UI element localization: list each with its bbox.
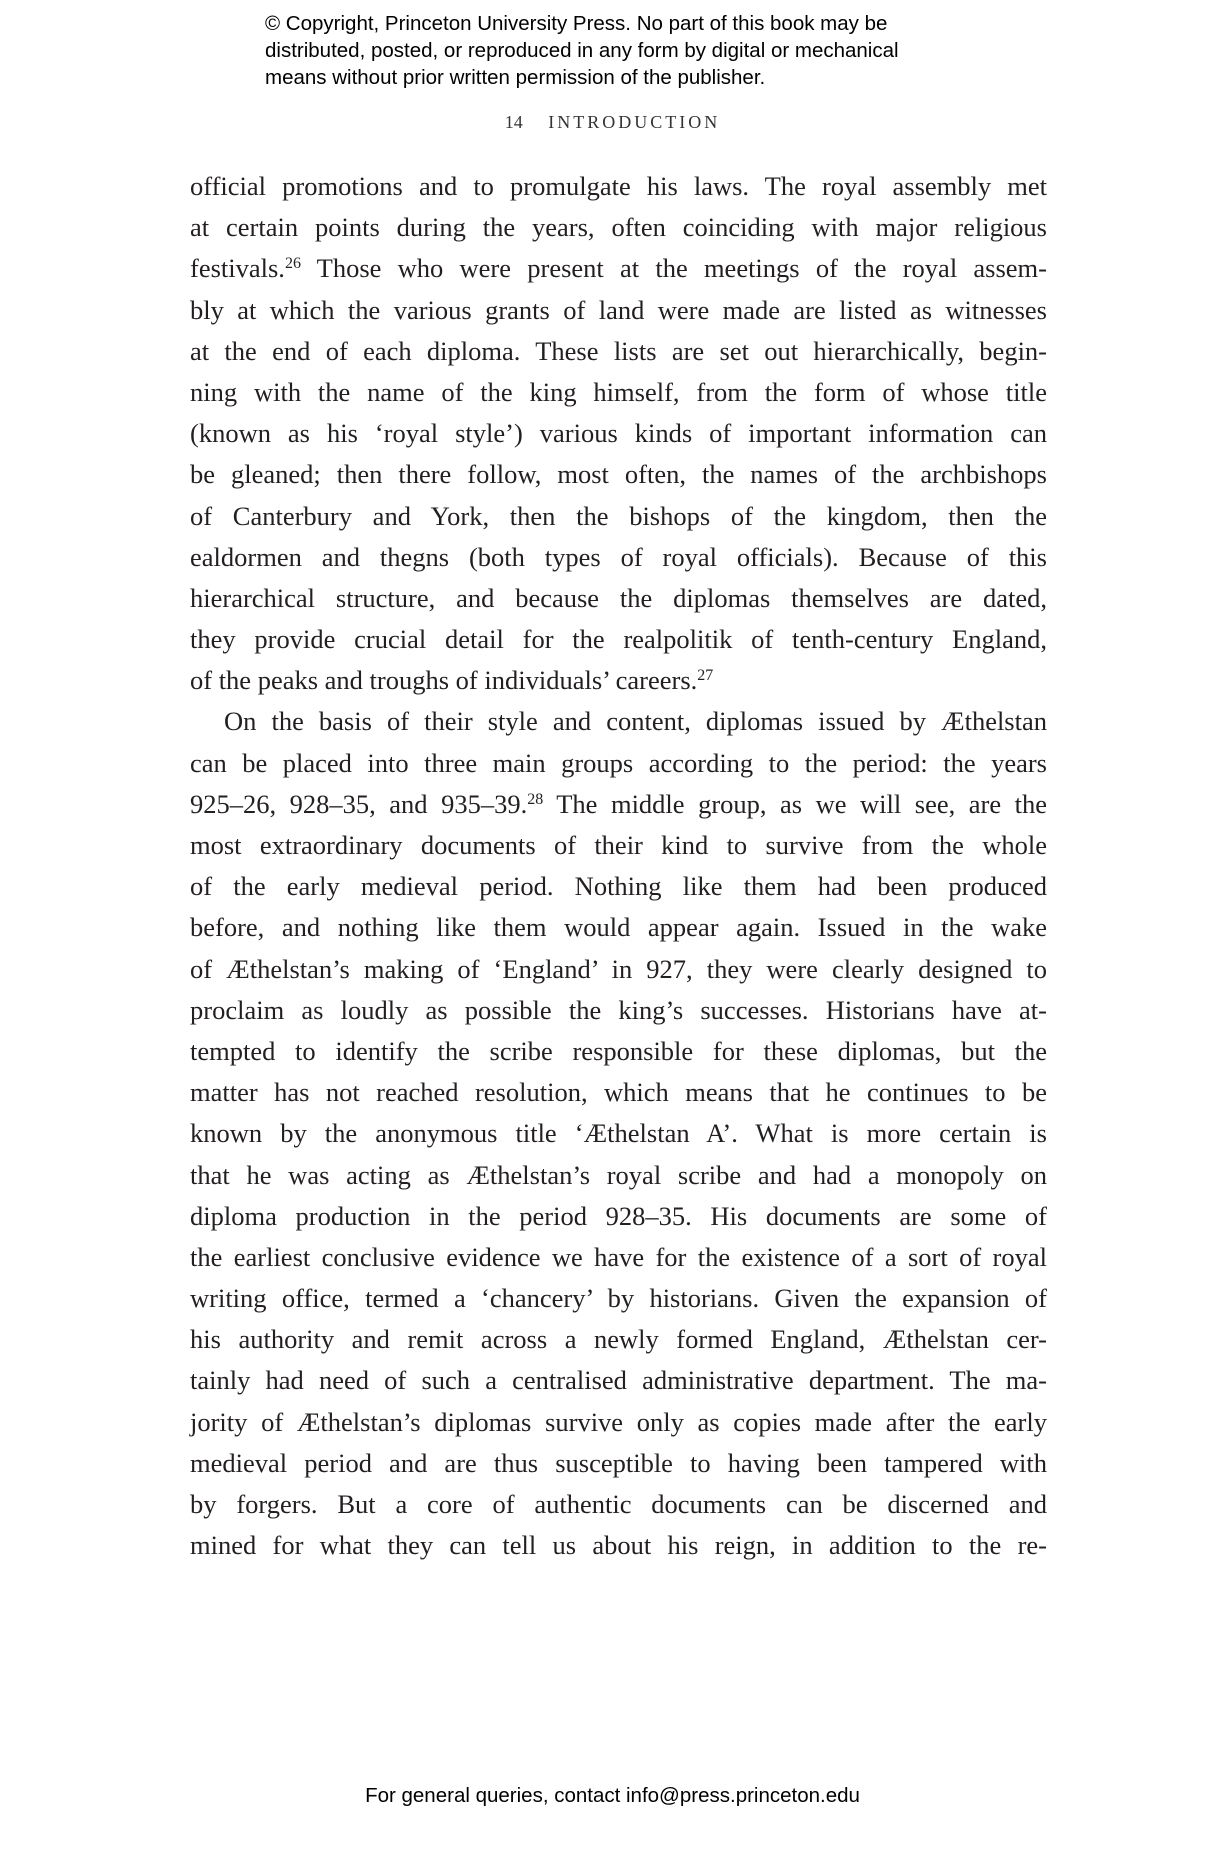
text-line <box>190 207 1047 248</box>
text-segment: proclaim as loudly as possible the king’s successes. Historians have at- <box>190 994 1047 1025</box>
text-line <box>190 166 1047 207</box>
text-segment: The middle group, as we will see, are the <box>543 788 1048 819</box>
chapter-title: INTRODUCTION <box>548 112 721 132</box>
text-segment: known by the anonymous title ‘Æthelstan A’. What is more certain is <box>190 1118 1047 1149</box>
text-line <box>190 1402 1047 1443</box>
text-segment: On the basis of their style and content, diplomas issued by Æthelstan <box>224 706 1047 737</box>
text-segment: that he was acting as Æthelstan’s royal scribe and had a monopoly on <box>190 1159 1047 1190</box>
text-segment: festivals. <box>190 253 285 284</box>
text-segment: ning with the name of the king himself, from the form of whose title <box>190 376 1047 407</box>
text-segment: matter has not reached resolution, which means that he continues to be <box>190 1077 1047 1108</box>
text-line <box>190 290 1047 331</box>
text-segment: most extraordinary documents of their kind to survive from the whole <box>190 830 1047 860</box>
text-line <box>190 248 1047 289</box>
text-segment: of Æthelstan’s making of ‘England’ in 927, they were clearly designed to <box>190 953 1047 984</box>
footnote-ref: 28 <box>527 790 544 808</box>
text-segment: the earliest conclusive evidence we have for the existence of a sort of royal <box>190 1241 1047 1272</box>
text-line <box>190 1278 1047 1319</box>
text-line <box>190 1360 1047 1401</box>
text-line <box>190 660 1047 701</box>
text-line <box>190 1113 1047 1154</box>
text-line <box>190 578 1047 619</box>
text-line <box>190 496 1047 537</box>
text-segment: writing office, termed a ‘chancery’ by historians. Given the expansion of <box>190 1283 1047 1314</box>
text-segment: at the end of each diploma. These lists are set out hierarchically, begin- <box>190 335 1047 366</box>
text-segment: hierarchical structure, and because the diplomas themselves are dated, <box>190 582 1047 613</box>
copyright-line: distributed, posted, or reproduced in any form by digital or mechanical <box>265 39 899 62</box>
text-segment: by forgers. But a core of authentic documents can be discerned and <box>190 1489 1047 1519</box>
text-line <box>190 1072 1047 1113</box>
text-segment: of Canterbury and York, then the bishops of the kingdom, then the <box>190 500 1047 531</box>
text-line <box>190 619 1047 660</box>
text-line <box>190 701 1047 742</box>
text-line <box>190 1196 1047 1237</box>
text-segment: they provide crucial detail for the realpolitik of tenth-century England, <box>190 624 1047 655</box>
text-segment: Those who were present at the meetings of the royal assem- <box>300 253 1047 284</box>
text-line <box>190 413 1047 454</box>
running-head <box>0 112 1225 133</box>
text-line <box>190 1031 1047 1072</box>
text-line <box>190 372 1047 413</box>
text-segment: mined for what they can tell us about his reign, in addition to the re- <box>190 1530 1047 1561</box>
text-segment: diploma production in the period 928–35. His documents are some of <box>190 1200 1047 1231</box>
text-line <box>190 907 1047 948</box>
page-number: 14 <box>504 112 523 132</box>
text-line <box>190 331 1047 372</box>
copyright-line: © Copyright, Princeton University Press. No part of this book may be <box>265 12 888 35</box>
text-line <box>190 1443 1047 1484</box>
footnote-ref: 27 <box>697 667 714 685</box>
text-segment: jority of Æthelstan’s diplomas survive only as copies made after the early <box>190 1406 1047 1437</box>
text-line <box>190 825 1047 866</box>
text-segment: of the peaks and troughs of individuals’ careers. <box>190 665 698 696</box>
text-segment: can be placed into three main groups according to the period: the years <box>190 747 1047 778</box>
text-segment: before, and nothing like them would appear again. Issued in the wake <box>190 912 1047 943</box>
text-segment: official promotions and to promulgate his laws. The royal assembly met <box>190 171 1047 201</box>
text-segment: at certain points during the years, often coinciding with major religious <box>190 212 1047 243</box>
text-line <box>190 1525 1047 1566</box>
text-line <box>190 454 1047 495</box>
text-segment: be gleaned; then there follow, most often, the names of the archbishops <box>190 459 1047 490</box>
text-line <box>190 1237 1047 1278</box>
text-segment: tempted to identify the scribe responsible for these diplomas, but the <box>190 1035 1047 1066</box>
text-line <box>190 990 1047 1031</box>
footer-contact: For general queries, contact info@press.princeton.edu <box>365 1784 860 1807</box>
text-line <box>190 1484 1047 1525</box>
body-text <box>190 166 1047 1566</box>
text-line <box>190 537 1047 578</box>
text-segment: tainly had need of such a centralised administrative department. The ma- <box>190 1365 1047 1396</box>
text-segment: (known as his ‘royal style’) various kinds of important information can <box>190 418 1047 449</box>
text-line <box>190 949 1047 990</box>
text-segment: 925–26, 928–35, and 935–39. <box>190 788 528 819</box>
text-line <box>190 1319 1047 1360</box>
text-segment: ealdormen and thegns (both types of royal officials). Because of this <box>190 541 1047 572</box>
text-line <box>190 784 1047 825</box>
text-segment: of the early medieval period. Nothing like them had been produced <box>190 871 1047 902</box>
copyright-line: means without prior written permission of the publisher. <box>265 66 766 89</box>
text-segment: medieval period and are thus susceptible to having been tampered with <box>190 1447 1047 1478</box>
text-segment: his authority and remit across a newly formed England, Æthelstan cer- <box>190 1324 1047 1355</box>
text-line <box>190 743 1047 784</box>
text-line <box>190 866 1047 907</box>
text-segment: bly at which the various grants of land were made are listed as witnesses <box>190 294 1047 325</box>
copyright-notice <box>265 10 1025 91</box>
footnote-ref: 26 <box>284 255 301 273</box>
text-line <box>190 1155 1047 1196</box>
